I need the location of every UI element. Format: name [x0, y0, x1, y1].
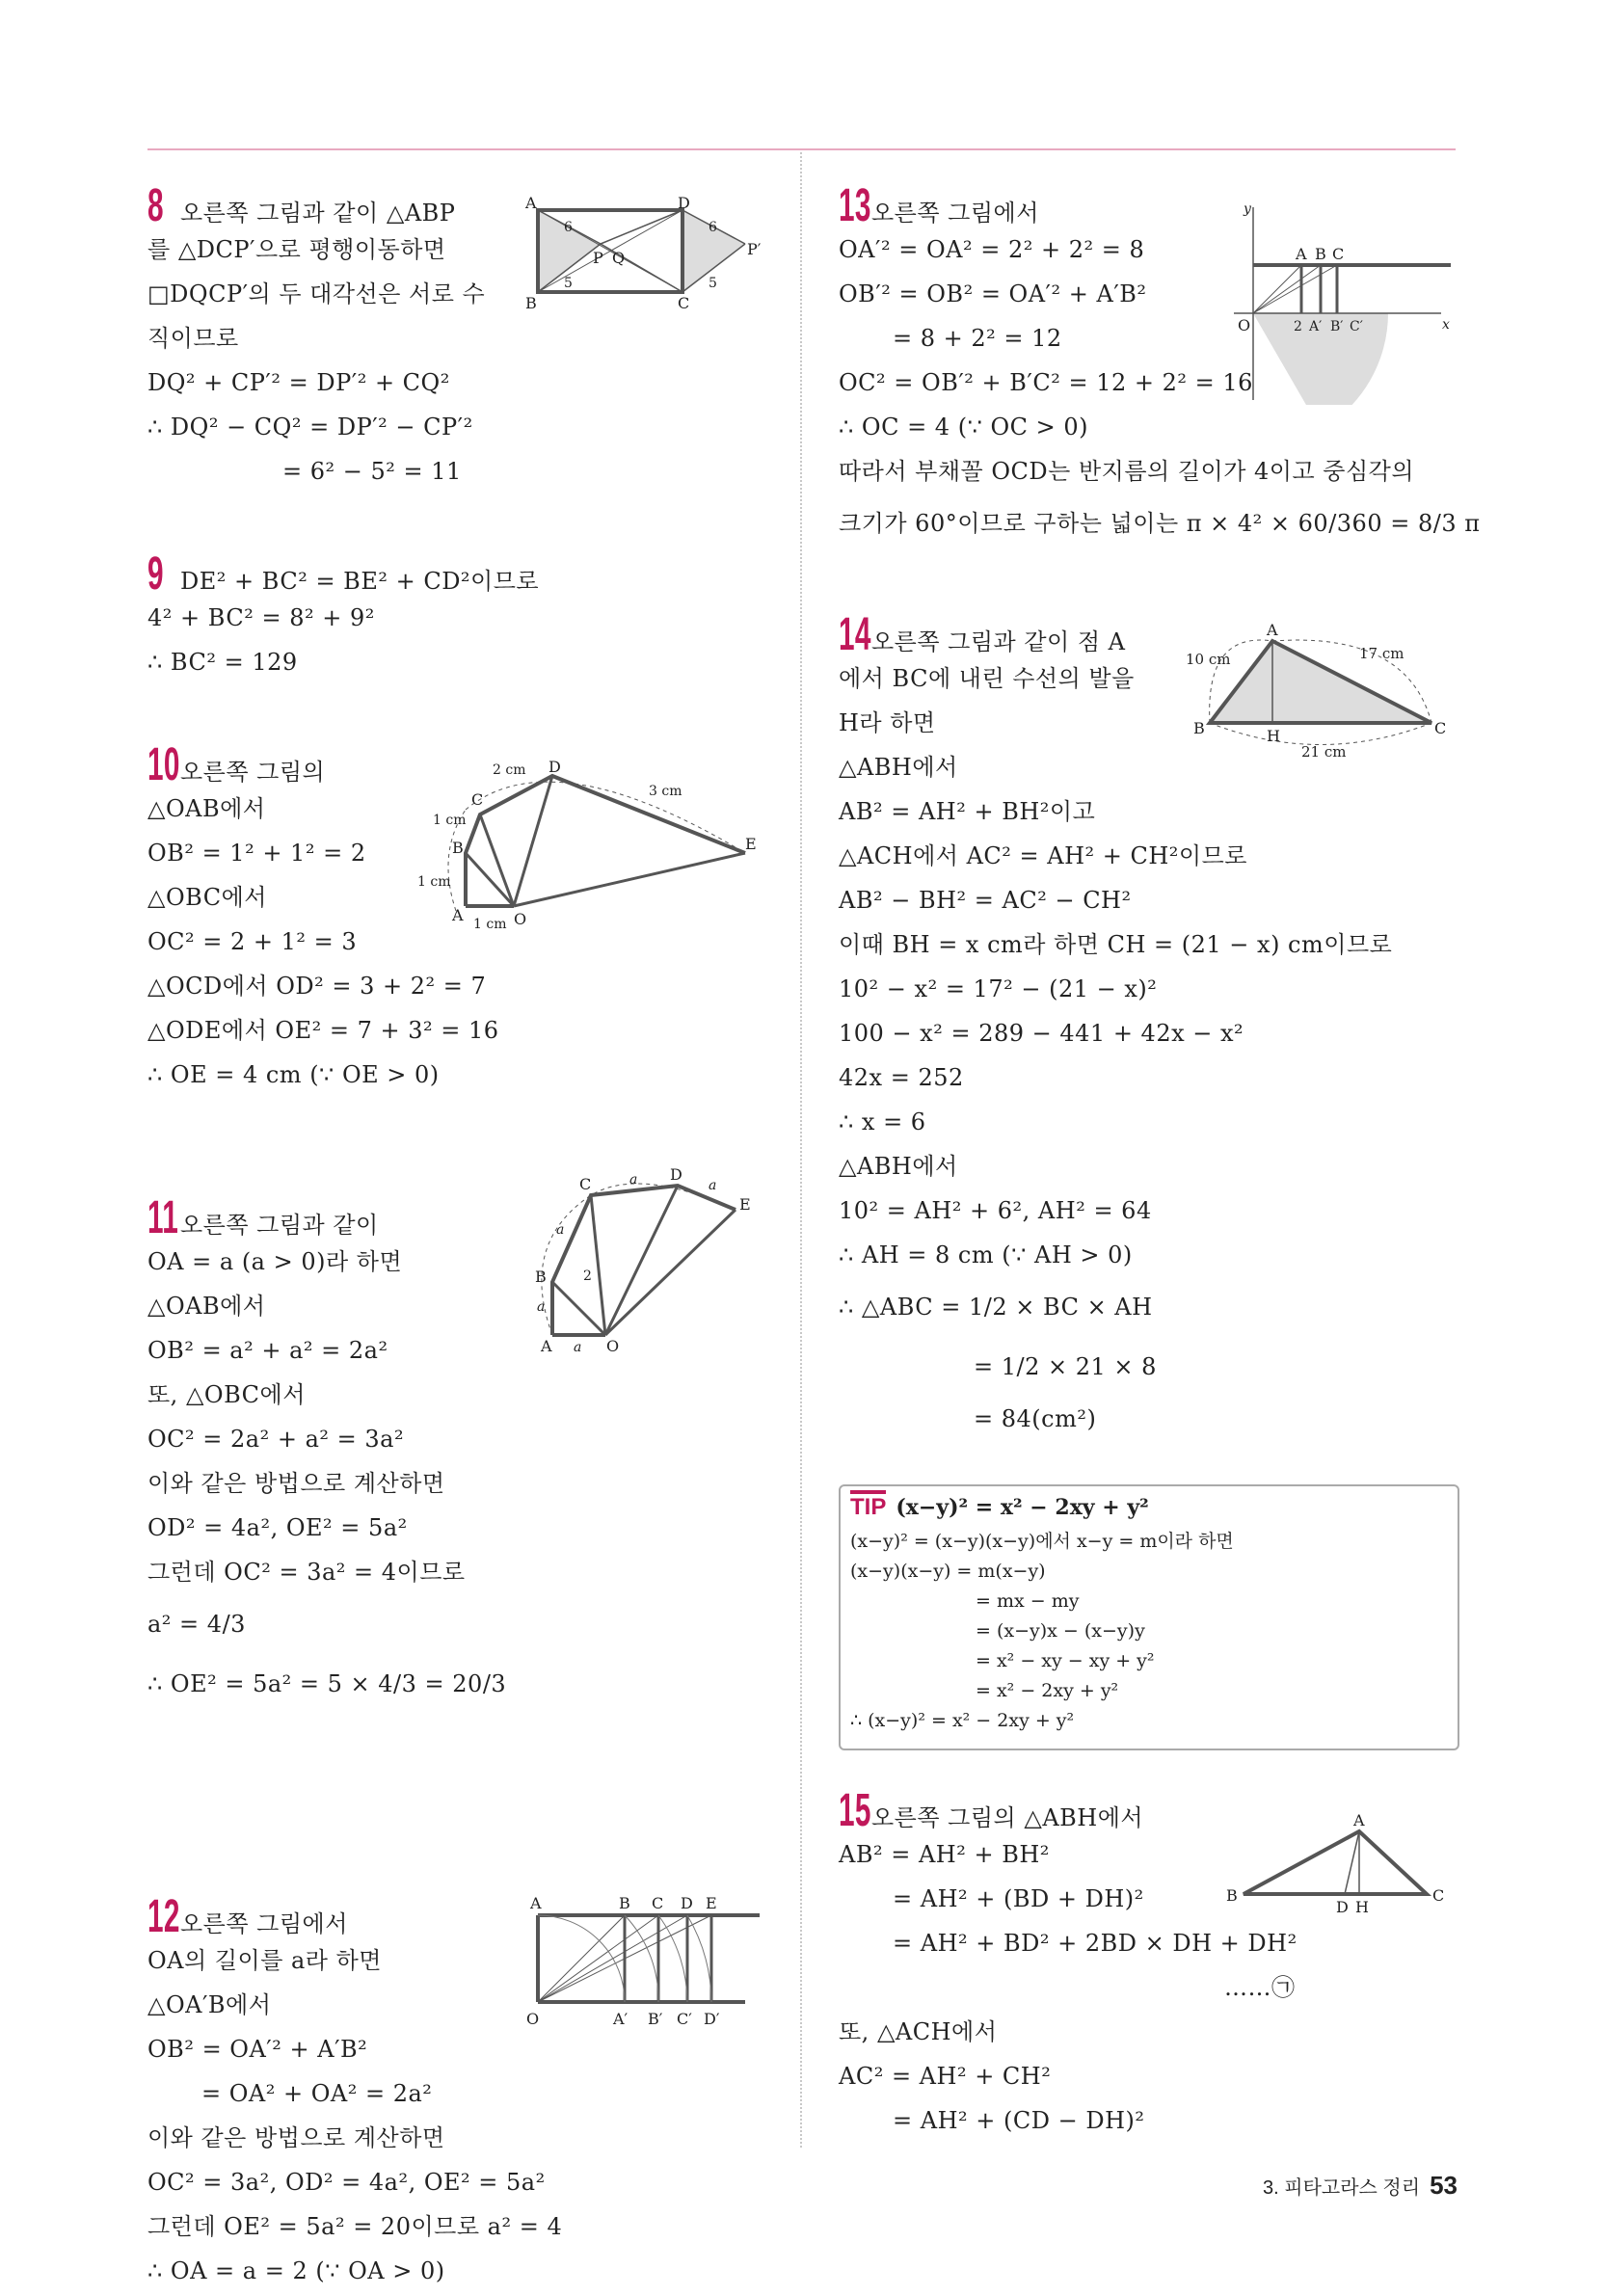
fig-label: 2 — [583, 1268, 592, 1284]
fig-label: D — [548, 758, 561, 776]
p9-line-1: 4² + BC² = 8² + 9² — [147, 604, 375, 631]
fig-label: a — [556, 1222, 565, 1238]
problem-number: 8 — [147, 180, 164, 231]
p8-line-1: 를 △DCP′으로 평행이동하면 — [147, 236, 446, 263]
p8-line-4: DQ² + CP′² = DP′² + CQ² — [147, 369, 450, 396]
p15-line-0: 15오른쪽 그림의 △ABH에서 — [839, 1785, 1144, 1836]
p11-line-0: 11오른쪽 그림과 같이 — [147, 1192, 379, 1243]
p13-line-5: ∴ OC = 4 (∵ OC > 0) — [839, 414, 1089, 441]
tip-tag: TIP — [850, 1490, 886, 1520]
p11-line-4: 또, △OBC에서 — [147, 1381, 306, 1408]
fig-label: H — [1355, 1898, 1369, 1916]
fig-label: C — [1332, 245, 1345, 263]
p14-line-15: ∴ △ABC = 1/2 × BC × AH — [839, 1294, 1153, 1321]
fig-label: C — [1432, 1886, 1445, 1905]
fig-label: 21 cm — [1301, 743, 1347, 761]
page-number: 53 — [1430, 2171, 1458, 2200]
p12-line-6: OC² = 3a², OD² = 4a², OE² = 5a² — [147, 2169, 546, 2196]
p13-line-4: OC² = OB′² + B′C² = 12 + 2² = 16 — [839, 369, 1253, 396]
p15-line-2: = AH² + (BD + DH)² — [893, 1885, 1144, 1912]
p15-line-1: AB² = AH² + BH² — [839, 1841, 1050, 1868]
fig-label: A — [525, 194, 537, 212]
p12-line-0: 12오른쪽 그림에서 — [147, 1891, 348, 1942]
problem-number: 9 — [147, 548, 164, 600]
p13-line-3: = 8 + 2² = 12 — [893, 325, 1062, 352]
fig-label: D — [670, 1166, 682, 1184]
p15-figure — [1224, 1812, 1456, 1941]
p8-line-5: ∴ DQ² − CQ² = DP′² − CP′² — [147, 414, 473, 441]
p12-figure — [519, 1891, 769, 2035]
fig-label: C — [471, 790, 484, 809]
fig-label: D — [681, 1894, 693, 1912]
p12-line-5: 이와 같은 방법으로 계산하면 — [147, 2124, 445, 2151]
p12-line-1: OA의 길이를 a라 하면 — [147, 1947, 382, 1974]
p10-line-5: △OCD에서 OD² = 3 + 2² = 7 — [147, 973, 487, 1000]
p14-line-11: ∴ x = 6 — [839, 1108, 926, 1135]
chapter-title: 3. 피타고라스 정리 — [1263, 2177, 1421, 2199]
p9-line-2: ∴ BC² = 129 — [147, 649, 298, 676]
p12-line-4: = OA² + OA² = 2a² — [201, 2080, 433, 2107]
fig-label: C — [579, 1175, 592, 1193]
p8-line-0: 8 오른쪽 그림과 같이 △ABP — [147, 180, 456, 231]
tip-title: (x−y)² = x² − 2xy + y² — [896, 1495, 1149, 1520]
fig-label: 3 cm — [649, 784, 682, 799]
p14-figure — [1186, 622, 1446, 770]
fig-label: 5 — [564, 276, 573, 291]
fig-label: A′ — [613, 2010, 629, 2028]
p13-line-7: 크기가 60°이므로 구하는 넓이는 π × 4² × 60/360 = 8/3 π — [839, 510, 1481, 537]
fig-label: Q — [612, 249, 626, 267]
p14-line-0: 14오른쪽 그림과 같이 점 A — [839, 609, 1126, 660]
p14-line-4: AB² = AH² + BH²이고 — [839, 798, 1096, 825]
p10-line-1: △OAB에서 — [147, 795, 266, 822]
fig-label: B — [535, 1268, 547, 1286]
p10-figure — [417, 757, 764, 939]
fig-label: x — [1442, 317, 1450, 333]
fig-label: B — [452, 839, 464, 857]
p15-line-7: = AH² + (CD − DH)² — [893, 2107, 1145, 2134]
fig-label: C′ — [677, 2010, 692, 2028]
fig-label: O — [1238, 316, 1251, 334]
p8-line-6: = 6² − 5² = 11 — [282, 458, 462, 485]
fig-label: A — [452, 906, 464, 924]
fig-label: 10 cm — [1186, 651, 1231, 668]
fig-label: A — [1296, 245, 1307, 263]
tip-line-3: = (x−y)x − (x−y)y — [976, 1620, 1145, 1642]
fig-label: a — [629, 1172, 638, 1188]
fig-label: E — [706, 1894, 717, 1912]
fig-label: C — [652, 1894, 664, 1912]
p11-line-6: 이와 같은 방법으로 계산하면 — [147, 1470, 445, 1497]
tip-line-2: = mx − my — [976, 1590, 1080, 1612]
fig-label: 2 cm — [493, 762, 526, 778]
p14-line-8: 10² − x² = 17² − (21 − x)² — [839, 975, 1158, 1002]
fig-label: D′ — [704, 2010, 720, 2028]
p10-line-2: OB² = 1² + 1² = 2 — [147, 840, 366, 867]
fig-label: 5 — [709, 276, 717, 291]
fig-label: H — [1267, 727, 1280, 745]
p8-line-3: 직이므로 — [147, 325, 239, 352]
p10-line-4: OC² = 2 + 1² = 3 — [147, 928, 358, 955]
fig-label: C — [678, 294, 690, 312]
p8-figure — [523, 191, 764, 320]
tip-box — [839, 1484, 1459, 1750]
p14-line-7: 이때 BH = x cm라 하면 CH = (21 − x) cm이므로 — [839, 931, 1393, 958]
p15-line-6: AC² = AH² + CH² — [839, 2063, 1052, 2090]
problem-number: 14 — [839, 609, 871, 660]
p11-line-3: OB² = a² + a² = 2a² — [147, 1337, 388, 1364]
fig-label: O — [514, 910, 527, 928]
fig-label: 6 — [709, 220, 717, 235]
p12-line-3: OB² = OA′² + A′B² — [147, 2036, 368, 2063]
fig-label: B′ — [1330, 319, 1344, 334]
p14-line-10: 42x = 252 — [839, 1064, 964, 1091]
fig-label: B — [525, 294, 537, 312]
fig-label: 17 cm — [1359, 645, 1404, 662]
fig-label: P′ — [747, 240, 762, 258]
fig-label: A — [541, 1337, 552, 1355]
p11-line-1: OA = a (a > 0)라 하면 — [147, 1248, 403, 1275]
fig-label: E — [739, 1195, 751, 1214]
fig-label: E — [745, 835, 757, 853]
problem-number: 10 — [147, 739, 180, 790]
fig-label: a — [709, 1178, 717, 1193]
p14-line-16: = 1/2 × 21 × 8 — [974, 1353, 1157, 1380]
header-rule — [147, 148, 1456, 150]
fig-label: 6 — [564, 220, 573, 235]
p12-line-2: △OA′B에서 — [147, 1991, 272, 2018]
fig-label: O — [526, 2010, 540, 2028]
p15-line-4: ……㉠ — [1224, 1974, 1296, 2001]
fig-label: 2 — [1294, 319, 1302, 334]
p14-line-13: 10² = AH² + 6², AH² = 64 — [839, 1197, 1152, 1224]
column-divider — [800, 152, 802, 2148]
problem-number: 12 — [147, 1891, 180, 1942]
p11-line-10: ∴ OE² = 5a² = 5 × 4/3 = 20/3 — [147, 1670, 507, 1697]
p11-line-8: 그런데 OC² = 3a² = 4이므로 — [147, 1559, 466, 1586]
fig-label: 1 cm — [417, 874, 451, 890]
fig-label: B — [1315, 245, 1326, 263]
p10-line-7: ∴ OE = 4 cm (∵ OE > 0) — [147, 1061, 440, 1088]
p9-line-0: 9 DE² + BC² = BE² + CD²이므로 — [147, 548, 540, 600]
p13-line-2: OB′² = OB² = OA′² + A′B² — [839, 280, 1147, 307]
fig-label: B — [1193, 719, 1205, 737]
p14-line-3: △ABH에서 — [839, 754, 958, 781]
fig-label: B′ — [648, 2010, 663, 2028]
fig-label: A — [1353, 1812, 1365, 1829]
p14-line-17: = 84(cm²) — [974, 1405, 1097, 1432]
fig-label: B — [1226, 1886, 1238, 1905]
problem-number: 15 — [839, 1785, 871, 1836]
fig-label: D — [678, 194, 690, 212]
p13-line-1: OA′² = OA² = 2² + 2² = 8 — [839, 236, 1145, 263]
p12-line-7: 그런데 OE² = 5a² = 20이므로 a² = 4 — [147, 2213, 563, 2240]
fig-label: a — [537, 1299, 546, 1315]
p12-line-8: ∴ OA = a = 2 (∵ OA > 0) — [147, 2257, 445, 2284]
tip-line-6: ∴ (x−y)² = x² − 2xy + y² — [850, 1710, 1075, 1731]
fig-label: B — [619, 1894, 630, 1912]
p14-line-2: H라 하면 — [839, 709, 936, 736]
page-footer — [1263, 2171, 1458, 2201]
problem-number: 13 — [839, 180, 871, 231]
tip-line-0: (x−y)² = (x−y)(x−y)에서 x−y = m이라 하면 — [850, 1531, 1234, 1552]
problem-number: 11 — [147, 1192, 179, 1243]
p14-line-1: 에서 BC에 내린 수선의 발을 — [839, 665, 1135, 692]
p11-line-9: a² = 4/3 — [147, 1611, 246, 1638]
p14-line-6: AB² − BH² = AC² − CH² — [839, 887, 1132, 914]
tip-header — [841, 1486, 1458, 1527]
p14-line-12: △ABH에서 — [839, 1153, 958, 1180]
fig-label: a — [574, 1340, 582, 1355]
p10-line-3: △OBC에서 — [147, 884, 267, 911]
fig-label: D — [1336, 1898, 1349, 1916]
p14-line-5: △ACH에서 AC² = AH² + CH²이므로 — [839, 842, 1247, 869]
p8-line-2: □DQCP′의 두 대각선은 서로 수 — [147, 280, 486, 307]
p10-line-6: △ODE에서 OE² = 7 + 3² = 16 — [147, 1017, 499, 1044]
p14-line-14: ∴ AH = 8 cm (∵ AH > 0) — [839, 1241, 1133, 1268]
p13-line-6: 따라서 부채꼴 OCD는 반지름의 길이가 4이고 중심각의 — [839, 458, 1415, 485]
fig-label: P — [593, 249, 603, 267]
p13-line-0: 13오른쪽 그림에서 — [839, 180, 1039, 231]
p15-line-5: 또, △ACH에서 — [839, 2018, 998, 2045]
p11-figure — [523, 1166, 764, 1363]
fig-label: A — [1267, 622, 1278, 639]
fig-label: C — [1434, 719, 1446, 737]
fig-label: O — [606, 1337, 620, 1355]
fig-label: A′ — [1309, 319, 1323, 334]
fig-label: 1 cm — [433, 813, 467, 828]
tip-line-5: = x² − 2xy + y² — [976, 1680, 1119, 1701]
p11-line-2: △OAB에서 — [147, 1293, 266, 1320]
p11-line-7: OD² = 4a², OE² = 5a² — [147, 1514, 408, 1541]
tip-line-1: (x−y)(x−y) = m(x−y) — [850, 1561, 1046, 1582]
fig-label: 1 cm — [473, 917, 507, 932]
tip-line-4: = x² − xy − xy + y² — [976, 1650, 1155, 1671]
fig-label: A — [530, 1894, 542, 1912]
p11-line-5: OC² = 2a² + a² = 3a² — [147, 1426, 405, 1453]
p15-line-3: = AH² + BD² + 2BD × DH + DH² — [893, 1930, 1297, 1957]
problem-9 — [147, 548, 784, 684]
p10-line-0: 10오른쪽 그림의 — [147, 739, 326, 790]
fig-label: y — [1244, 201, 1251, 217]
fig-label: C′ — [1350, 319, 1363, 334]
p13-figure — [1224, 198, 1456, 409]
p14-line-9: 100 − x² = 289 − 441 + 42x − x² — [839, 1020, 1244, 1047]
